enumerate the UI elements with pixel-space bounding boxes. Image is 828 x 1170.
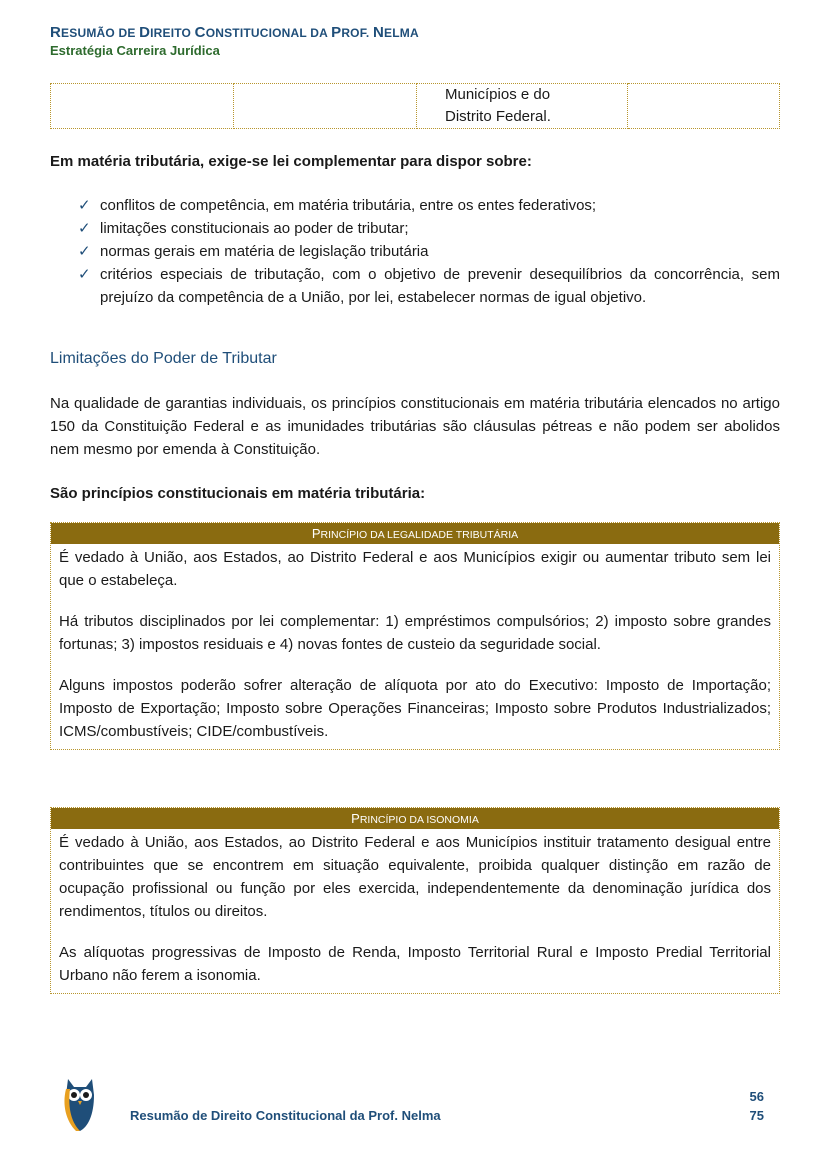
header-title: RESUMÃO DE DIREITO CONSTITUCIONAL DA PROF. NELMA [50,24,419,41]
box-body [51,544,779,749]
box-heading: PRINCÍPIO DA LEGALIDADE TRIBUTÁRIA [51,523,779,544]
list-item: ✓ normas gerais em matéria de legislação tributária [78,240,780,263]
list-item: ✓ conflitos de competência, em matéria tributária, entre os entes federativos; [78,194,780,217]
page-header [50,24,419,58]
checklist [78,194,780,309]
footer-text: Resumão de Direito Constitucional da Prof. Nelma [130,1108,441,1123]
box-body [51,829,779,993]
table-cell: Municípios e do Distrito Federal. [417,84,628,129]
table-cell [234,84,417,129]
principles-intro: São princípios constitucionais em matéria tributária: [50,485,426,502]
header-subtitle: Estratégia Carreira Jurídica [50,43,220,58]
check-icon: ✓ [78,243,91,260]
table-cell [628,84,780,129]
continued-table [50,83,780,129]
check-icon: ✓ [78,220,91,237]
owl-logo-icon [62,1075,98,1133]
box-paragraph: Há tributos disciplinados por lei complementar: 1) empréstimos compulsórios; 2) imposto sobre grandes fortunas; 3) impostos residuais e 4) novas fontes de custeio da seguridade social. [59,613,771,653]
section-heading: Limitações do Poder de Tributar [50,350,277,367]
lc-intro: Em matéria tributária, exige-se lei complementar para dispor sobre: [50,153,532,170]
table-cell [51,84,234,129]
box-paragraph: É vedado à União, aos Estados, ao Distrito Federal e aos Municípios instituir tratamento desigual entre contribuintes que se encontrem em situação equivalente, proibida qualquer distinção em razão de ocupação profissional ou função por eles exercida, independentemente da denominação jurídica dos rendimentos, títulos ou direitos. [59,834,771,920]
check-icon: ✓ [78,197,91,214]
page-number: 56 75 [749,1089,764,1123]
list-item: ✓ limitações constitucionais ao poder de tributar; [78,217,780,240]
box-paragraph: As alíquotas progressivas de Imposto de Renda, Imposto Territorial Rural e Imposto Predial Territorial Urbano não ferem a isonomia. [59,944,771,984]
table-row [51,84,780,129]
limits-paragraph: Na qualidade de garantias individuais, os princípios constitucionais em matéria tributária elencados no artigo 150 da Constituição Federal e as imunidades tributárias são cláusulas pétreas e não podem ser abolidos nem mesmo por emenda à Constituição. [50,395,780,458]
list-item: ✓ critérios especiais de tributação, com o objetivo de prevenir desequilíbrios da concorrência, sem prejuízo da competência de a União, por lei, estabelecer normas de igual objetivo. [78,263,780,309]
box-heading: PRINCÍPIO DA ISONOMIA [51,808,779,829]
box-isonomia [50,807,780,994]
box-paragraph: É vedado à União, aos Estados, ao Distrito Federal e aos Municípios exigir ou aumentar tributo sem lei que o estabeleça. [59,549,771,589]
check-icon: ✓ [78,266,91,283]
box-paragraph: Alguns impostos poderão sofrer alteração de alíquota por ato do Executivo: Imposto de Importação; Imposto de Exportação; Imposto sobre Operações Financeiras; Imposto sobre Produtos Industrializados; ICMS/combustíveis; CIDE/combustíveis. [59,677,771,740]
box-legalidade [50,522,780,750]
